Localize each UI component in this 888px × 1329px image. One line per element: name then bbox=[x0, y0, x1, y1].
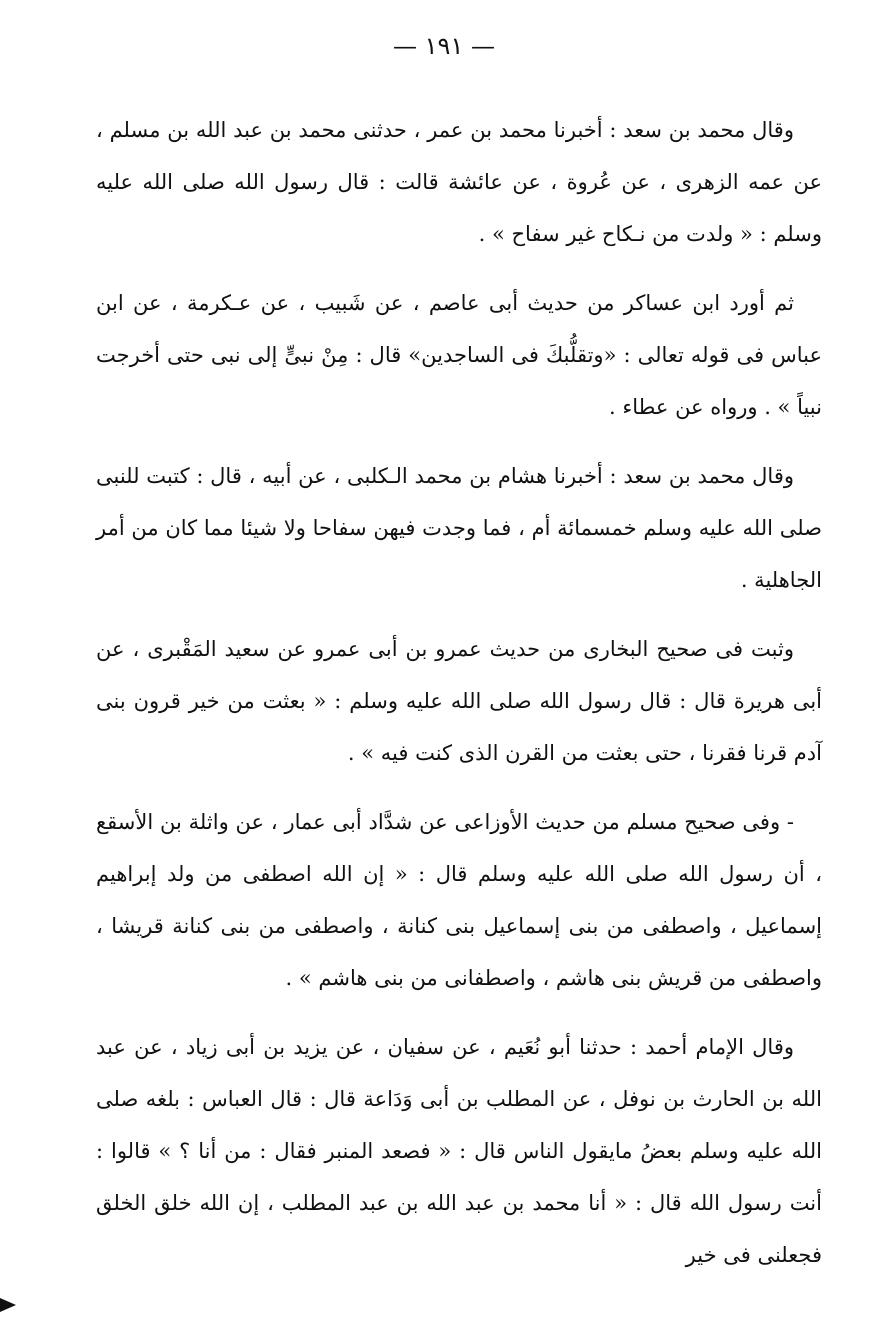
paragraph-6: وقال الإمام أحمد : حدثنا أبو نُعَيم ، عن سفيان ، عن يزيد بن أبى زياد ، عن عبد الله بن الحارث بن نوفل ، عن المطلب بن أبى وَدَاعة قال : قال العباس : بلغه صلى الله عليه وسلم بعضُ مايقول الناس قال : « فصعد المنبر فقال : من أنا ؟ » قالوا : أنت رسول الله قال : « أنا محمد بن عبد الله بن عبد المطلب ، إن الله خلق الخلق فجعلنى فى خير bbox=[96, 1035, 822, 1267]
paragraph-4: وثبت فى صحيح البخارى من حديث عمرو بن أبى عمرو عن سعيد المَقْبرى ، عن أبى هريرة قال : قال رسول الله صلى الله عليه وسلم : « بعثت من خير قرون بنى آدم قرنا فقرنا ، حتى بعثت من القرن الذى كنت فيه » . bbox=[96, 637, 822, 765]
page-corner-mark bbox=[0, 1298, 16, 1312]
page-text bbox=[96, 104, 822, 1298]
paragraph-5: - وفى صحيح مسلم من حديث الأوزاعى عن شدَّاد أبى عمار ، عن واثلة بن الأسقع ، أن رسول الله صلى الله عليه وسلم قال : « إن الله اصطفى من ولد إبراهيم إسماعيل ، واصطفى من بنى إسماعيل بنى كنانة ، واصطفى من بنى كنانة قريشا ، واصطفى من قريش بنى هاشم ، واصطفانى من بنى هاشم » . bbox=[96, 810, 822, 990]
paragraph-3: وقال محمد بن سعد : أخبرنا هشام بن محمد الـكلبى ، عن أبيه ، قال : كتبت للنبى صلى الله عليه وسلم خمسمائة أم ، فما وجدت فيهن سفاحا ولا شيئا مما كان من أمر الجاهلية . bbox=[96, 464, 822, 592]
paragraph-1: وقال محمد بن سعد : أخبرنا محمد بن عمر ، حدثنى محمد بن عبد الله بن مسلم ، عن عمه الزهرى ، عن عُروة ، عن عائشة قالت : قال رسول الله صلى الله عليه وسلم : « ولدت من نـكاح غير سفاح » . bbox=[96, 118, 822, 246]
paragraph-2: ثم أورد ابن عساكر من حديث أبى عاصم ، عن شَبيب ، عن عـكرمة ، عن ابن عباس فى قوله تعالى : «وتقلُّبكَ فى الساجدين» قال : مِنْ نبىٍّ إلى نبى حتى أخرجت نبياً » . ورواه عن عطاء . bbox=[96, 291, 822, 419]
page-number: — ١٩١ — bbox=[393, 32, 495, 60]
